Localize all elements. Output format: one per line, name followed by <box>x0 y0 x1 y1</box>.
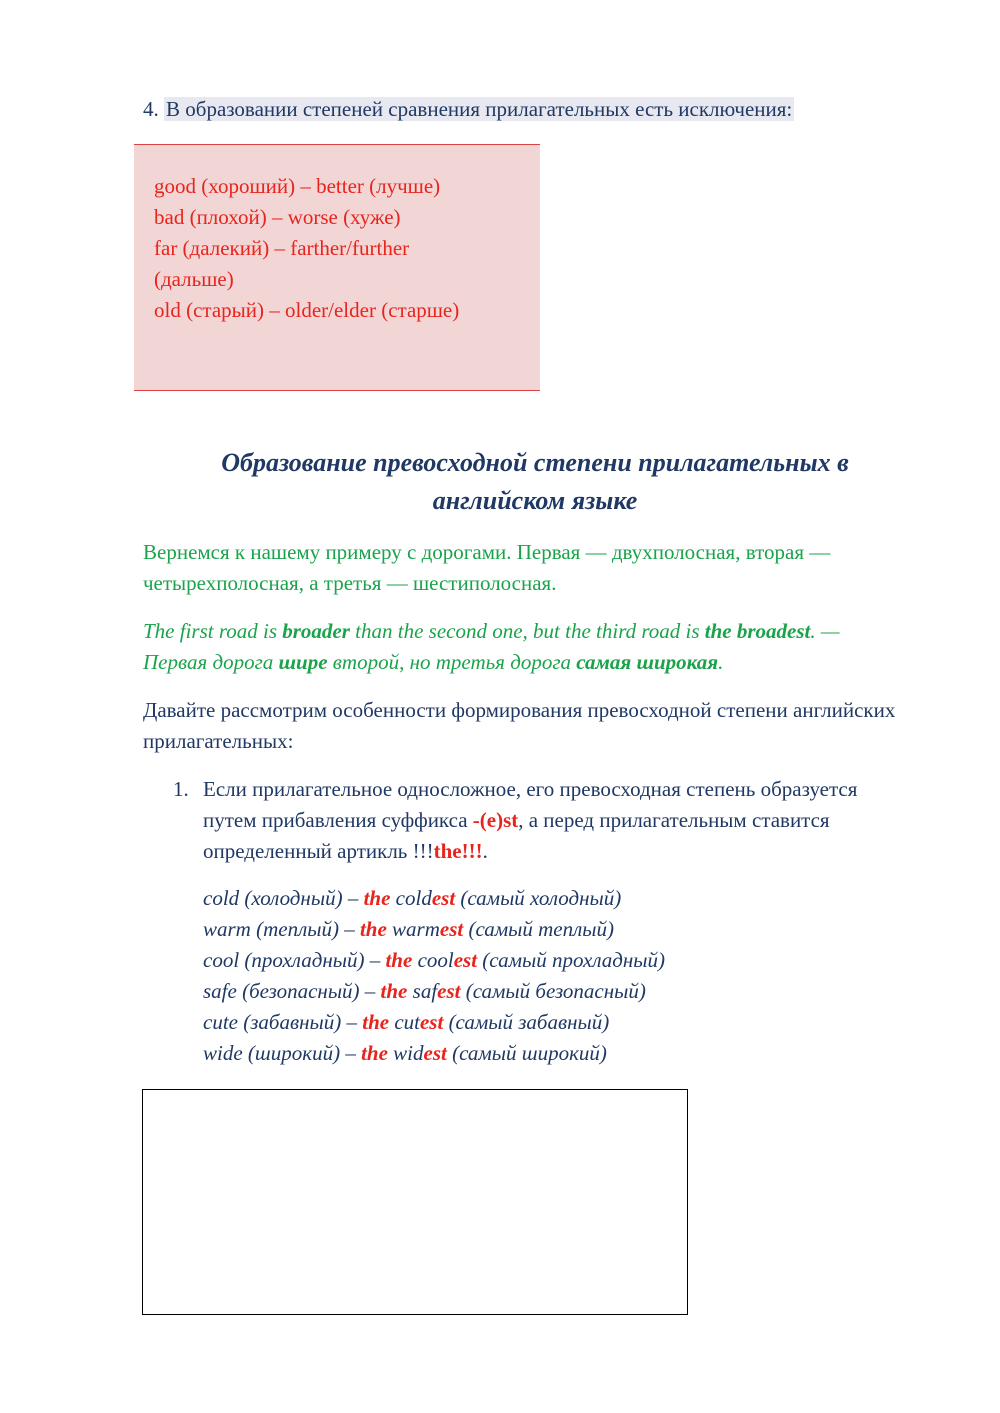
text-span: , а перед прилагательным ставится определенный артикль !!! <box>203 808 830 863</box>
rule-text <box>203 774 903 867</box>
suffix: est <box>419 1010 444 1034</box>
text-span: warm (теплый) – <box>203 917 360 941</box>
example-english <box>143 616 943 647</box>
exceptions-box <box>134 144 540 391</box>
article: the <box>362 1010 390 1034</box>
text-span: Если прилагательное односложное, его превосходная степень образуется путем прибавления суффикса <box>203 777 858 832</box>
bold-word: самая широкая <box>576 650 719 674</box>
suffix-highlight: -(e)st <box>472 808 519 832</box>
exception-line: good (хороший) – better (лучше) <box>154 174 441 198</box>
example-row <box>203 883 903 914</box>
text-span: cool <box>412 948 454 972</box>
text-span: (самый прохладный) <box>477 948 666 972</box>
article: the <box>363 886 391 910</box>
exception-line: old (старый) – older/elder (старше) <box>154 298 460 322</box>
text-span: . <box>718 650 724 674</box>
text-span: второй, но третья дорога <box>327 650 577 674</box>
text-span: Первая дорога <box>143 650 279 674</box>
suffix: est <box>431 886 456 910</box>
text-span: (самый забавный) <box>443 1010 610 1034</box>
roads-example <box>143 616 943 678</box>
text-span: cut <box>389 1010 420 1034</box>
example-row <box>203 945 903 976</box>
item-number: 4. <box>143 97 159 121</box>
article: the <box>359 917 387 941</box>
example-row <box>203 914 903 945</box>
example-russian <box>143 647 943 678</box>
article: the <box>385 948 413 972</box>
exception-line: far (далекий) – farther/further <box>154 236 410 260</box>
text-span: . <box>482 839 488 863</box>
roads-intro: Вернемся к нашему примеру с дорогами. Первая — двухполосная, вторая — четырехполосная, а третья — шестиполосная. <box>143 540 831 595</box>
text-span: cute (забавный) – <box>203 1010 363 1034</box>
exceptions-intro-text: В образовании степеней сравнения прилагательных есть исключения: <box>166 97 793 121</box>
consider-text: Давайте рассмотрим особенности формирования превосходной степени английских прилагательных: <box>143 698 896 753</box>
text-span: safe (безопасный) – <box>203 979 381 1003</box>
bold-word: broader <box>282 619 350 643</box>
suffix: est <box>423 1041 447 1065</box>
text-span: . — <box>810 619 840 643</box>
article: the <box>380 979 408 1003</box>
exception-line: bad (плохой) – worse (хуже) <box>154 205 401 229</box>
text-span: cool (прохладный) – <box>203 948 386 972</box>
suffix: est <box>437 979 461 1003</box>
example-row <box>203 1038 903 1069</box>
exceptions-intro <box>143 94 943 125</box>
text-span: cold (холодный) – <box>203 886 364 910</box>
heading-line: Образование превосходной степени прилагательных в <box>221 448 849 477</box>
exception-line: (дальше) <box>154 267 234 291</box>
answer-box[interactable] <box>142 1089 688 1315</box>
text-span: (самый теплый) <box>463 917 614 941</box>
text-span: wide (широкий) – <box>203 1041 362 1065</box>
article-highlight: the!!! <box>433 839 483 863</box>
text-span: saf <box>407 979 438 1003</box>
suffix: est <box>453 948 478 972</box>
rule-number: 1. <box>173 777 189 801</box>
heading-line: английском языке <box>432 486 638 515</box>
text-span: wid <box>387 1041 424 1065</box>
article: the <box>361 1041 388 1065</box>
bold-word: шире <box>278 650 328 674</box>
bold-word: the broadest <box>704 619 811 643</box>
text-span: (самый холодный) <box>455 886 622 910</box>
text-span: The first road is <box>143 619 283 643</box>
text-span: (самый широкий) <box>446 1041 607 1065</box>
examples-list <box>203 883 903 1069</box>
text-span: (самый безопасный) <box>460 979 646 1003</box>
text-span: than the second one, but the third road is <box>349 619 705 643</box>
suffix: est <box>439 917 464 941</box>
text-span: cold <box>390 886 432 910</box>
example-row <box>203 1007 903 1038</box>
example-row <box>203 976 903 1007</box>
text-span: warm <box>386 917 440 941</box>
section-heading <box>150 444 920 520</box>
